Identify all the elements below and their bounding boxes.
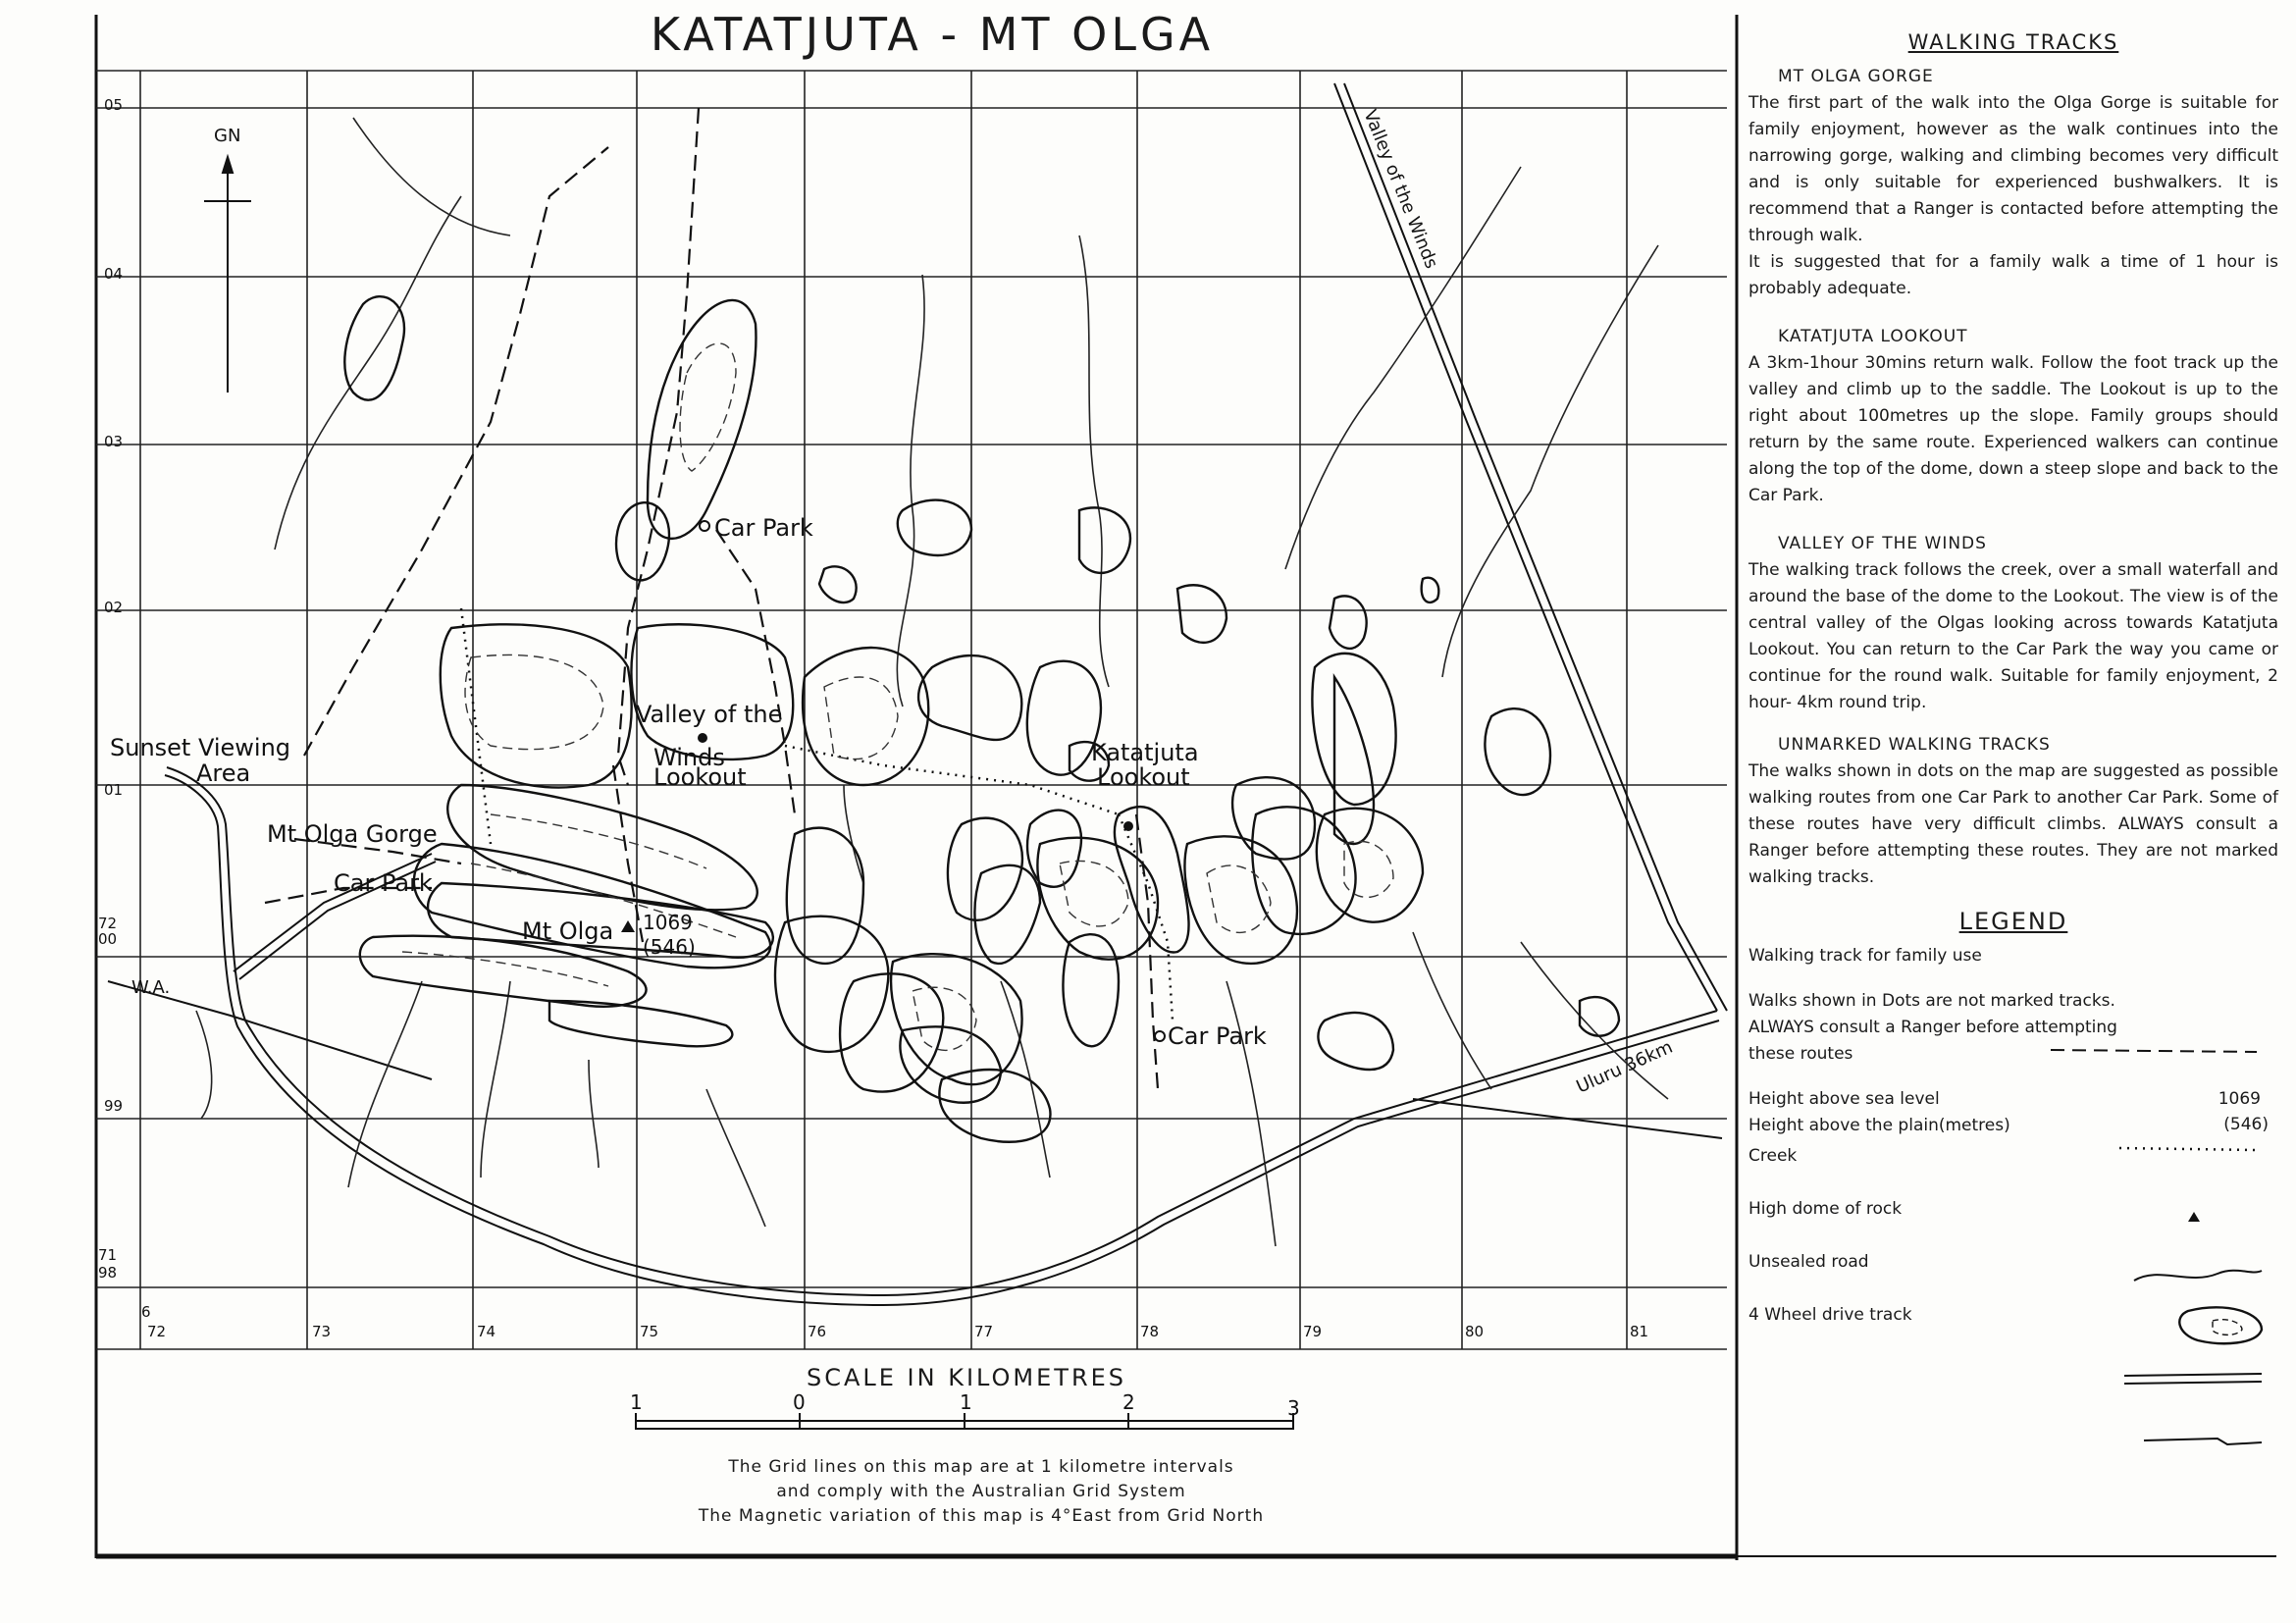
northing-05: 05 (104, 96, 124, 114)
rock-domes (344, 296, 1619, 1142)
northing-04: 04 (104, 265, 124, 283)
section-title-unmarked: UNMARKED WALKING TRACKS (1778, 735, 2051, 755)
car-park-south-icon (1155, 1031, 1165, 1041)
legend-heading: LEGEND (1958, 908, 2068, 935)
legend-label-road: Unsealed road (1748, 1252, 1869, 1272)
legend-road-icon (2124, 1374, 2262, 1384)
scale-tick-2: 2 (1122, 1390, 1135, 1414)
grid-north-label: GN (214, 126, 241, 146)
scale-bar (636, 1413, 1293, 1429)
legend-label-creek: Creek (1748, 1146, 1798, 1166)
grid-note-line-2: and comply with the Australian Grid System (776, 1482, 1186, 1501)
valley-label: Valley of the (636, 701, 783, 728)
creeks (196, 118, 1668, 1246)
legend-item-height (1748, 1086, 2278, 1143)
scale-title: SCALE IN KILOMETRES (806, 1364, 1127, 1391)
legend-item-4wd (1748, 1302, 2278, 1355)
car-park-west-label: Car Park (334, 869, 433, 897)
northing-01: 01 (104, 781, 124, 799)
easting-prefix: 6 (141, 1303, 151, 1321)
mt-olga-height-label: 1069 (643, 911, 693, 934)
legend-item-road (1748, 1249, 2278, 1302)
scale-tick-3: 3 (1287, 1396, 1300, 1420)
easting-78: 78 (1140, 1323, 1160, 1340)
section-title-katatjuta: KATATJUTA LOOKOUT (1778, 327, 1968, 346)
legend-label-dotted: Walks shown in Dots are not marked tracks. ALWAYS consult a Ranger before attempting these routes (1748, 991, 2117, 1064)
legend-list (1748, 943, 2278, 1355)
katatjuta-lookout-label-1: Katatjuta (1091, 739, 1199, 766)
easting-77: 77 (974, 1323, 994, 1340)
legend-label-4wd: 4 Wheel drive track (1748, 1305, 1912, 1325)
grid-lines (96, 71, 1727, 1349)
legend-4wd-icon (2144, 1439, 2262, 1444)
scale-tick-1: 1 (960, 1390, 972, 1414)
grid-north-arrow (204, 157, 251, 393)
walking-tracks-heading: WALKING TRACKS (1907, 30, 2119, 54)
easting-74: 74 (477, 1323, 496, 1340)
valley-lookout-marker-icon (698, 733, 707, 743)
mt-olga-peak-icon (621, 920, 635, 932)
northing-prefix-top: 72 (98, 915, 118, 932)
legend-label-height-2: Height above the plain(metres) (1748, 1116, 2010, 1135)
section-title-olga-gorge: MT OLGA GORGE (1778, 67, 1934, 86)
section-text-unmarked: The walks shown in dots on the map are suggested as possible walking routes from one Car Park to another Car Park. Some of these routes have very difficult climbs. ALWAYS consult a Ranger before attempting these routes. They are not marked walking tracks. (1748, 761, 2278, 887)
map-title: KATATJUTA - MT OLGA (650, 8, 1215, 61)
section-text-olga-gorge: The first part of the walk into the Olga Gorge is suitable for family enjoyment, however as the walk continues into the narrowing gorge, walking and climbing becomes very difficult and is only suitable for experienced bushwalkers. It is recommend that a Ranger is contacted before attempting the through walk. (1748, 93, 2278, 245)
mt-olga-gorge-label: Mt Olga Gorge (267, 820, 438, 848)
valley-road-label: Valley of the Winds (1359, 107, 1442, 272)
easting-73: 73 (312, 1323, 332, 1340)
section-text-katatjuta: A 3km-1hour 30mins return walk. Follow the foot track up the valley and climb up to the saddle. The Lookout is up to the right about 100metres up the slope. Family groups should return by the same route. Experienced walkers can continue along the top of the dome, down a steep slope and back to the Car Park. (1748, 353, 2278, 505)
northing-00: 00 (98, 930, 118, 948)
wa-label: W.A. (131, 977, 171, 998)
katatjuta-lookout-marker-icon (1123, 821, 1133, 831)
grid-note-line-3: The Magnetic variation of this map is 4°East from Grid North (698, 1506, 1265, 1526)
legend-item-walking-track (1748, 943, 2278, 988)
walking-tracks-panel (1748, 29, 2278, 1355)
easting-80: 80 (1465, 1323, 1485, 1340)
uluru-label: Uluru 36km (1573, 1036, 1676, 1098)
northing-03: 03 (104, 433, 124, 450)
section-text-valley: The walking track follows the creek, over a small waterfall and around the base of the dome to the Lookout. The view is of the central valley of the Olgas looking across towards Katatjuta Lookout. You can return to the Car Park the way you came or continue for the round walk. Suitable for family enjoyment, 2 hour- 4km round trip. (1748, 560, 2278, 712)
legend-height-value-1: 1069 (2218, 1089, 2261, 1109)
easting-81: 81 (1630, 1323, 1649, 1340)
northing-prefix-bottom: 71 (98, 1246, 118, 1264)
legend-label-dome: High dome of rock (1748, 1199, 1903, 1219)
grid-note (628, 1455, 1334, 1529)
legend-item-dome (1748, 1196, 2278, 1249)
legend-label-walking-track: Walking track for family use (1748, 946, 1982, 966)
mt-olga-plain-label: (546) (643, 935, 696, 959)
scale-tick-1-left: 1 (630, 1390, 643, 1414)
sunset-label-2: Area (196, 759, 251, 787)
scale-tick-0: 0 (793, 1390, 806, 1414)
northing-98: 98 (98, 1264, 118, 1282)
car-park-north-icon (700, 521, 709, 531)
legend-item-creek (1748, 1143, 2278, 1196)
easting-79: 79 (1303, 1323, 1323, 1340)
easting-76: 76 (808, 1323, 827, 1340)
legend-item-dotted (1748, 988, 2131, 1086)
easting-75: 75 (640, 1323, 659, 1340)
section-text-olga-gorge-2: It is suggested that for a family walk a time of 1 hour is probably adequate. (1748, 252, 2278, 298)
easting-72: 72 (147, 1323, 167, 1340)
map-labels (110, 107, 1676, 1098)
grid-note-line-1: The Grid lines on this map are at 1 kilometre intervals (728, 1457, 1234, 1477)
car-park-north-label: Car Park (714, 514, 813, 542)
winds-label: Winds (653, 744, 725, 771)
mt-olga-label: Mt Olga (522, 917, 614, 945)
winds-lookout-label: Lookout (653, 763, 747, 791)
legend-height-value-2: (546) (2223, 1115, 2269, 1134)
katatjuta-lookout-label-2: Lookout (1097, 763, 1190, 791)
northing-99: 99 (104, 1097, 124, 1115)
legend-label-height-1: Height above sea level (1748, 1089, 1940, 1109)
sunset-label-1: Sunset Viewing (110, 734, 291, 761)
northing-02: 02 (104, 599, 124, 616)
section-title-valley: VALLEY OF THE WINDS (1778, 534, 1987, 553)
car-park-south-label: Car Park (1168, 1022, 1267, 1050)
grid-coordinates (98, 96, 1648, 1340)
